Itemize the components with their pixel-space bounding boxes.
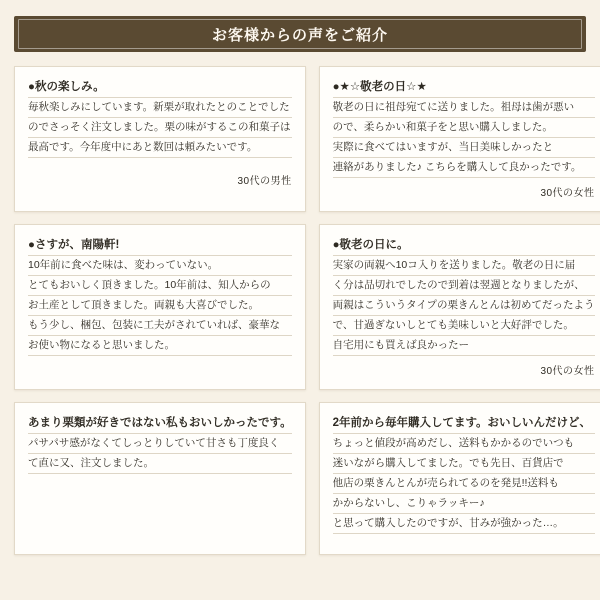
review-line: 10年前に食べた味は、変わっていない。 [28, 256, 292, 276]
review-text [333, 434, 595, 534]
review-line: ので、柔らかい和菓子をと思い購入しました。 [333, 118, 595, 138]
review-line: パサパサ感がなくてしっとりしていて甘さも丁度良く [28, 434, 292, 454]
review-line: お使い物になると思いました。 [28, 336, 292, 356]
review-line: お土産として頂きました。両親も大喜びでした。 [28, 296, 292, 316]
review-line: 敬老の日に祖母宛てに送りました。祖母は歯が悪い [333, 98, 595, 118]
review-title: ●さすが、南陽軒! [28, 236, 292, 256]
review-title: 2年前から毎年購入してます。おいしいんだけど、 [333, 414, 595, 434]
review-attribution: 30代の女性 [540, 366, 595, 377]
review-title: あまり栗類が好きではない私もおいしかったです。 [28, 414, 292, 434]
review-line: 毎秋楽しみにしています。新栗が取れたとのことでした [28, 98, 292, 118]
review-title: ●秋の楽しみ。 [28, 78, 292, 98]
review-card [14, 224, 306, 390]
review-attribution: 30代の男性 [237, 176, 292, 187]
review-line: 実際に食べてはいますが、当日美味しかったと [333, 138, 595, 158]
review-line: と思って購入したのですが、甘みが強かった…。 [333, 514, 595, 534]
review-line: で、甘過ぎないしとても美味しいと大好評でした。 [333, 316, 595, 336]
review-title: ●敬老の日に。 [333, 236, 595, 256]
review-line: のでさっそく注文しました。栗の味がするこの和菓子は [28, 118, 292, 138]
review-line: て直に又、注文しました。 [28, 454, 292, 474]
page-title: お客様からの声をご紹介 [211, 26, 388, 44]
review-card [14, 402, 306, 555]
review-card [14, 66, 306, 212]
review-card [319, 66, 600, 212]
review-line: もう少し、梱包、包装に工夫がされていれば、豪華な [28, 316, 292, 336]
review-card [319, 224, 600, 390]
review-text [333, 256, 595, 356]
review-text [28, 256, 292, 356]
review-line: 実家の両親へ10コ入りを送りました。敬老の日に届 [333, 256, 595, 276]
review-text [333, 98, 595, 178]
review-line: 連絡がありました♪ こちらを購入して良かったです。 [333, 158, 595, 178]
reviews-grid [14, 66, 595, 555]
review-line: ちょっと値段が高めだし、送料もかかるのでいつも [333, 434, 595, 454]
review-text [28, 434, 292, 474]
review-line: 最高です。今年度中にあと数回は頼みたいです。 [28, 138, 292, 158]
review-line: 迷いながら購入してました。でも先日、百貨店で [333, 454, 595, 474]
review-line: く分は品切れでしたので到着は翌週となりましたが、 [333, 276, 595, 296]
review-text [28, 98, 292, 158]
review-line: 両親はこういうタイプの栗きんとんは初めてだったよう [333, 296, 595, 316]
review-title: ●★☆敬老の日☆★ [333, 78, 595, 98]
page-header-banner [14, 16, 586, 52]
review-attribution: 30代の女性 [540, 188, 595, 199]
review-line: 他店の栗きんとんが売られてるのを発見!!送料も [333, 474, 595, 494]
review-line: 自宅用にも買えば良かったー [333, 336, 595, 356]
review-card [319, 402, 600, 555]
review-line: とてもおいしく頂きました。10年前は、知人からの [28, 276, 292, 296]
review-line: かからないし、こりゃラッキー♪ [333, 494, 595, 514]
